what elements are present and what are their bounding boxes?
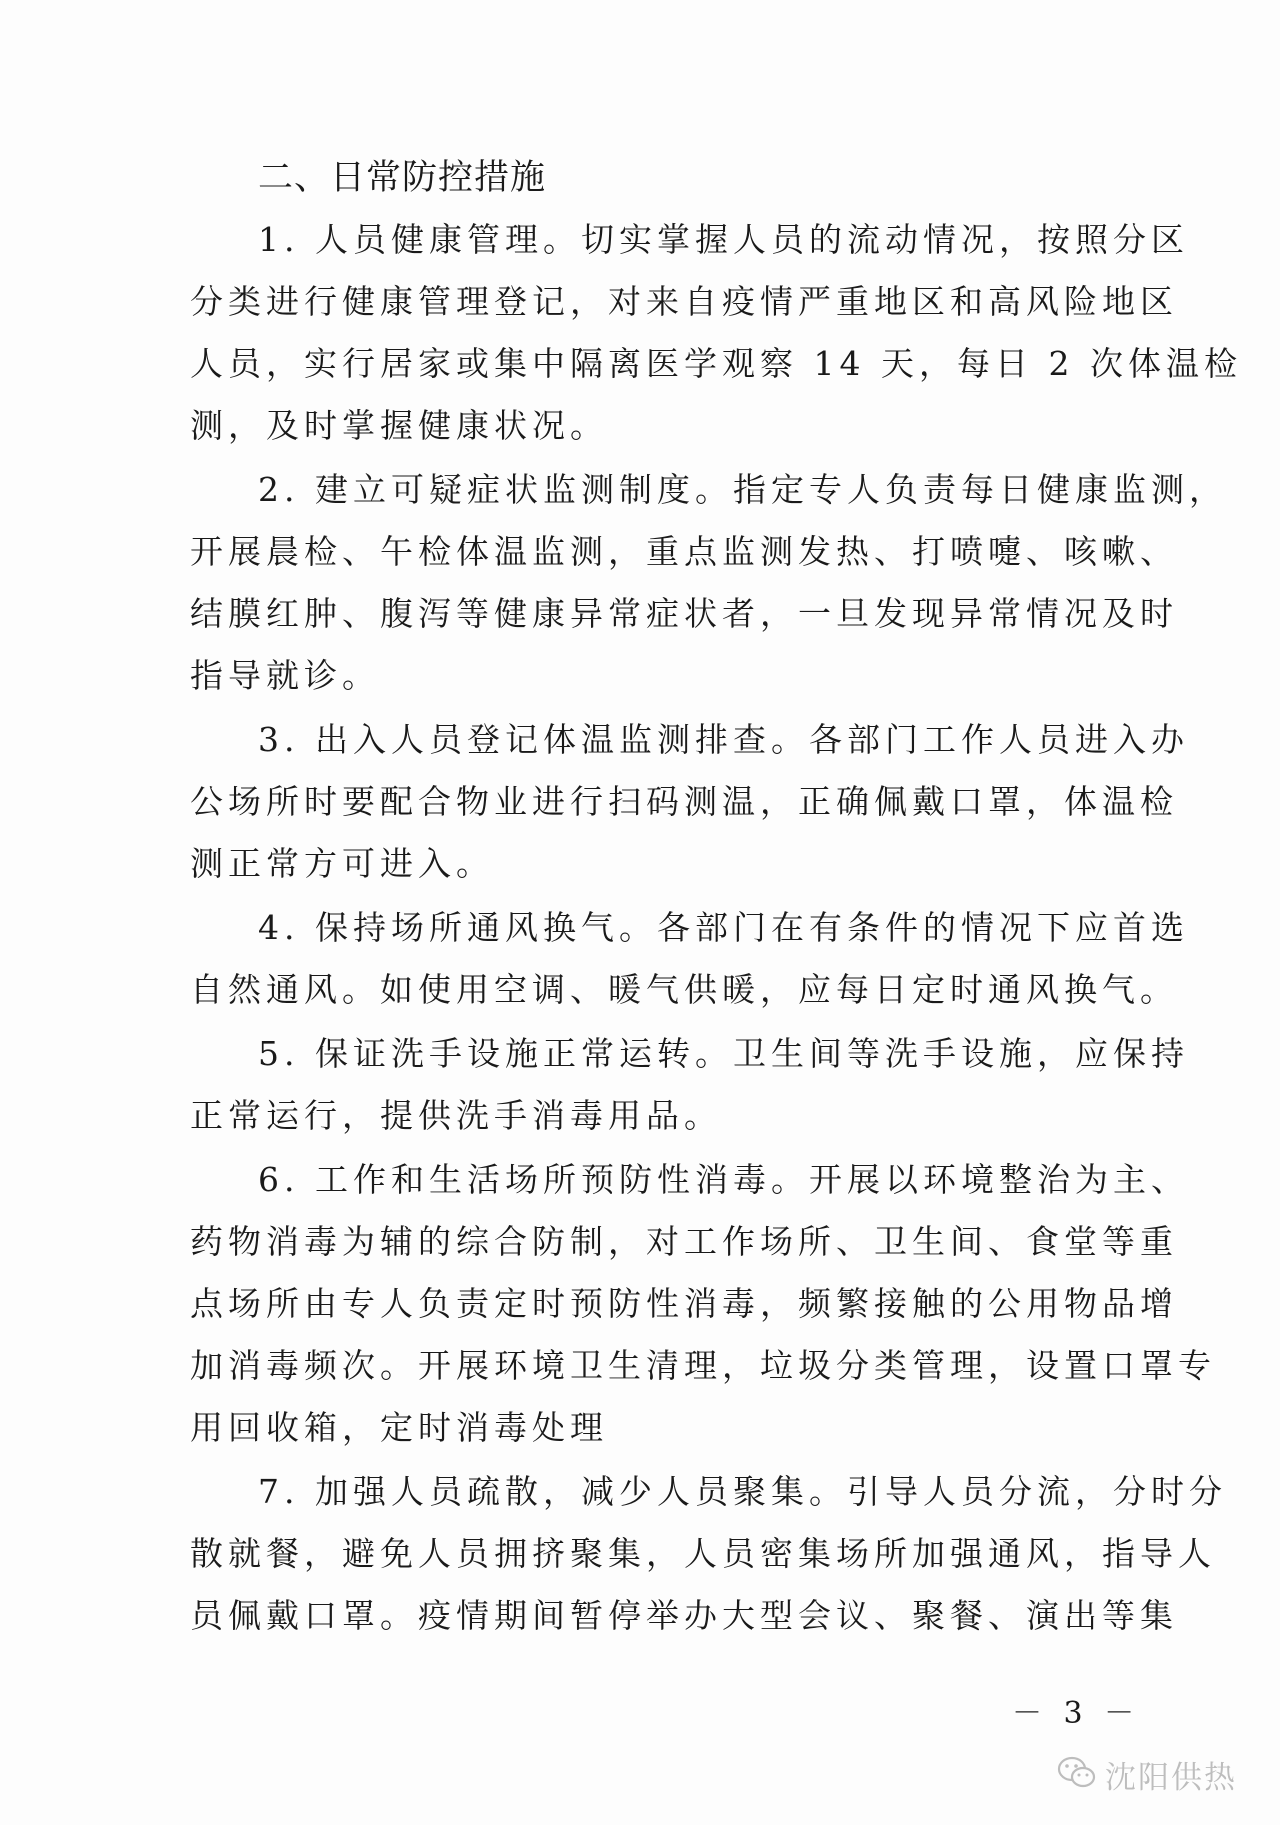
paragraph-line: 2. 建立可疑症状监测制度。指定专人负责每日健康监测， <box>258 470 1227 509</box>
paragraph-line: 员佩戴口罩。疫情期间暂停举办大型会议、聚餐、演出等集 <box>190 1596 1178 1635</box>
section-heading: 二、日常防控措施 <box>258 158 547 198</box>
paragraph-line: 测正常方可进入。 <box>190 844 494 883</box>
paragraph-line: 点场所由专人负责定时预防性消毒，频繁接触的公用物品增 <box>190 1284 1178 1323</box>
paragraph-line: 自然通风。如使用空调、暖气供暖，应每日定时通风换气。 <box>190 970 1178 1009</box>
wechat-icon <box>1057 1756 1097 1794</box>
watermark <box>1057 1752 1237 1797</box>
paragraph-line: 药物消毒为辅的综合防制，对工作场所、卫生间、食堂等重 <box>190 1222 1178 1261</box>
paragraph-line: 3. 出入人员登记体温监测排查。各部门工作人员进入办 <box>258 720 1189 759</box>
paragraph-line: 开展晨检、午检体温监测，重点监测发热、打喷嚏、咳嗽、 <box>190 532 1178 571</box>
paragraph-line: 分类进行健康管理登记，对来自疫情严重地区和高风险地区 <box>190 282 1178 321</box>
paragraph-line: 7. 加强人员疏散，减少人员聚集。引导人员分流，分时分 <box>258 1472 1227 1511</box>
paragraph-line: 用回收箱，定时消毒处理 <box>190 1408 608 1447</box>
paragraph-line: 散就餐，避免人员拥挤聚集，人员密集场所加强通风，指导人 <box>190 1534 1216 1573</box>
paragraph-line: 公场所时要配合物业进行扫码测温，正确佩戴口罩，体温检 <box>190 782 1178 821</box>
paragraph-line: 1. 人员健康管理。切实掌握人员的流动情况，按照分区 <box>258 220 1189 259</box>
paragraph-line: 加消毒频次。开展环境卫生清理，垃圾分类管理，设置口罩专 <box>190 1346 1216 1385</box>
paragraph-line: 测，及时掌握健康状况。 <box>190 406 608 445</box>
paragraph-line: 正常运行，提供洗手消毒用品。 <box>190 1096 722 1135</box>
paragraph-line: 人员，实行居家或集中隔离医学观察 14 天，每日 2 次体温检 <box>190 344 1242 383</box>
paragraph-line: 结膜红肿、腹泻等健康异常症状者，一旦发现异常情况及时 <box>190 594 1178 633</box>
watermark-text: 沈阳供热 <box>1105 1760 1237 1796</box>
paragraph-line: 5. 保证洗手设施正常运转。卫生间等洗手设施，应保持 <box>258 1034 1189 1073</box>
paragraph-line: 指导就诊。 <box>190 656 380 695</box>
paragraph-line: 4. 保持场所通风换气。各部门在有条件的情况下应首选 <box>258 908 1189 947</box>
paragraph-line: 6. 工作和生活场所预防性消毒。开展以环境整治为主、 <box>258 1160 1189 1199</box>
page-number: － 3 － <box>1012 1696 1141 1731</box>
